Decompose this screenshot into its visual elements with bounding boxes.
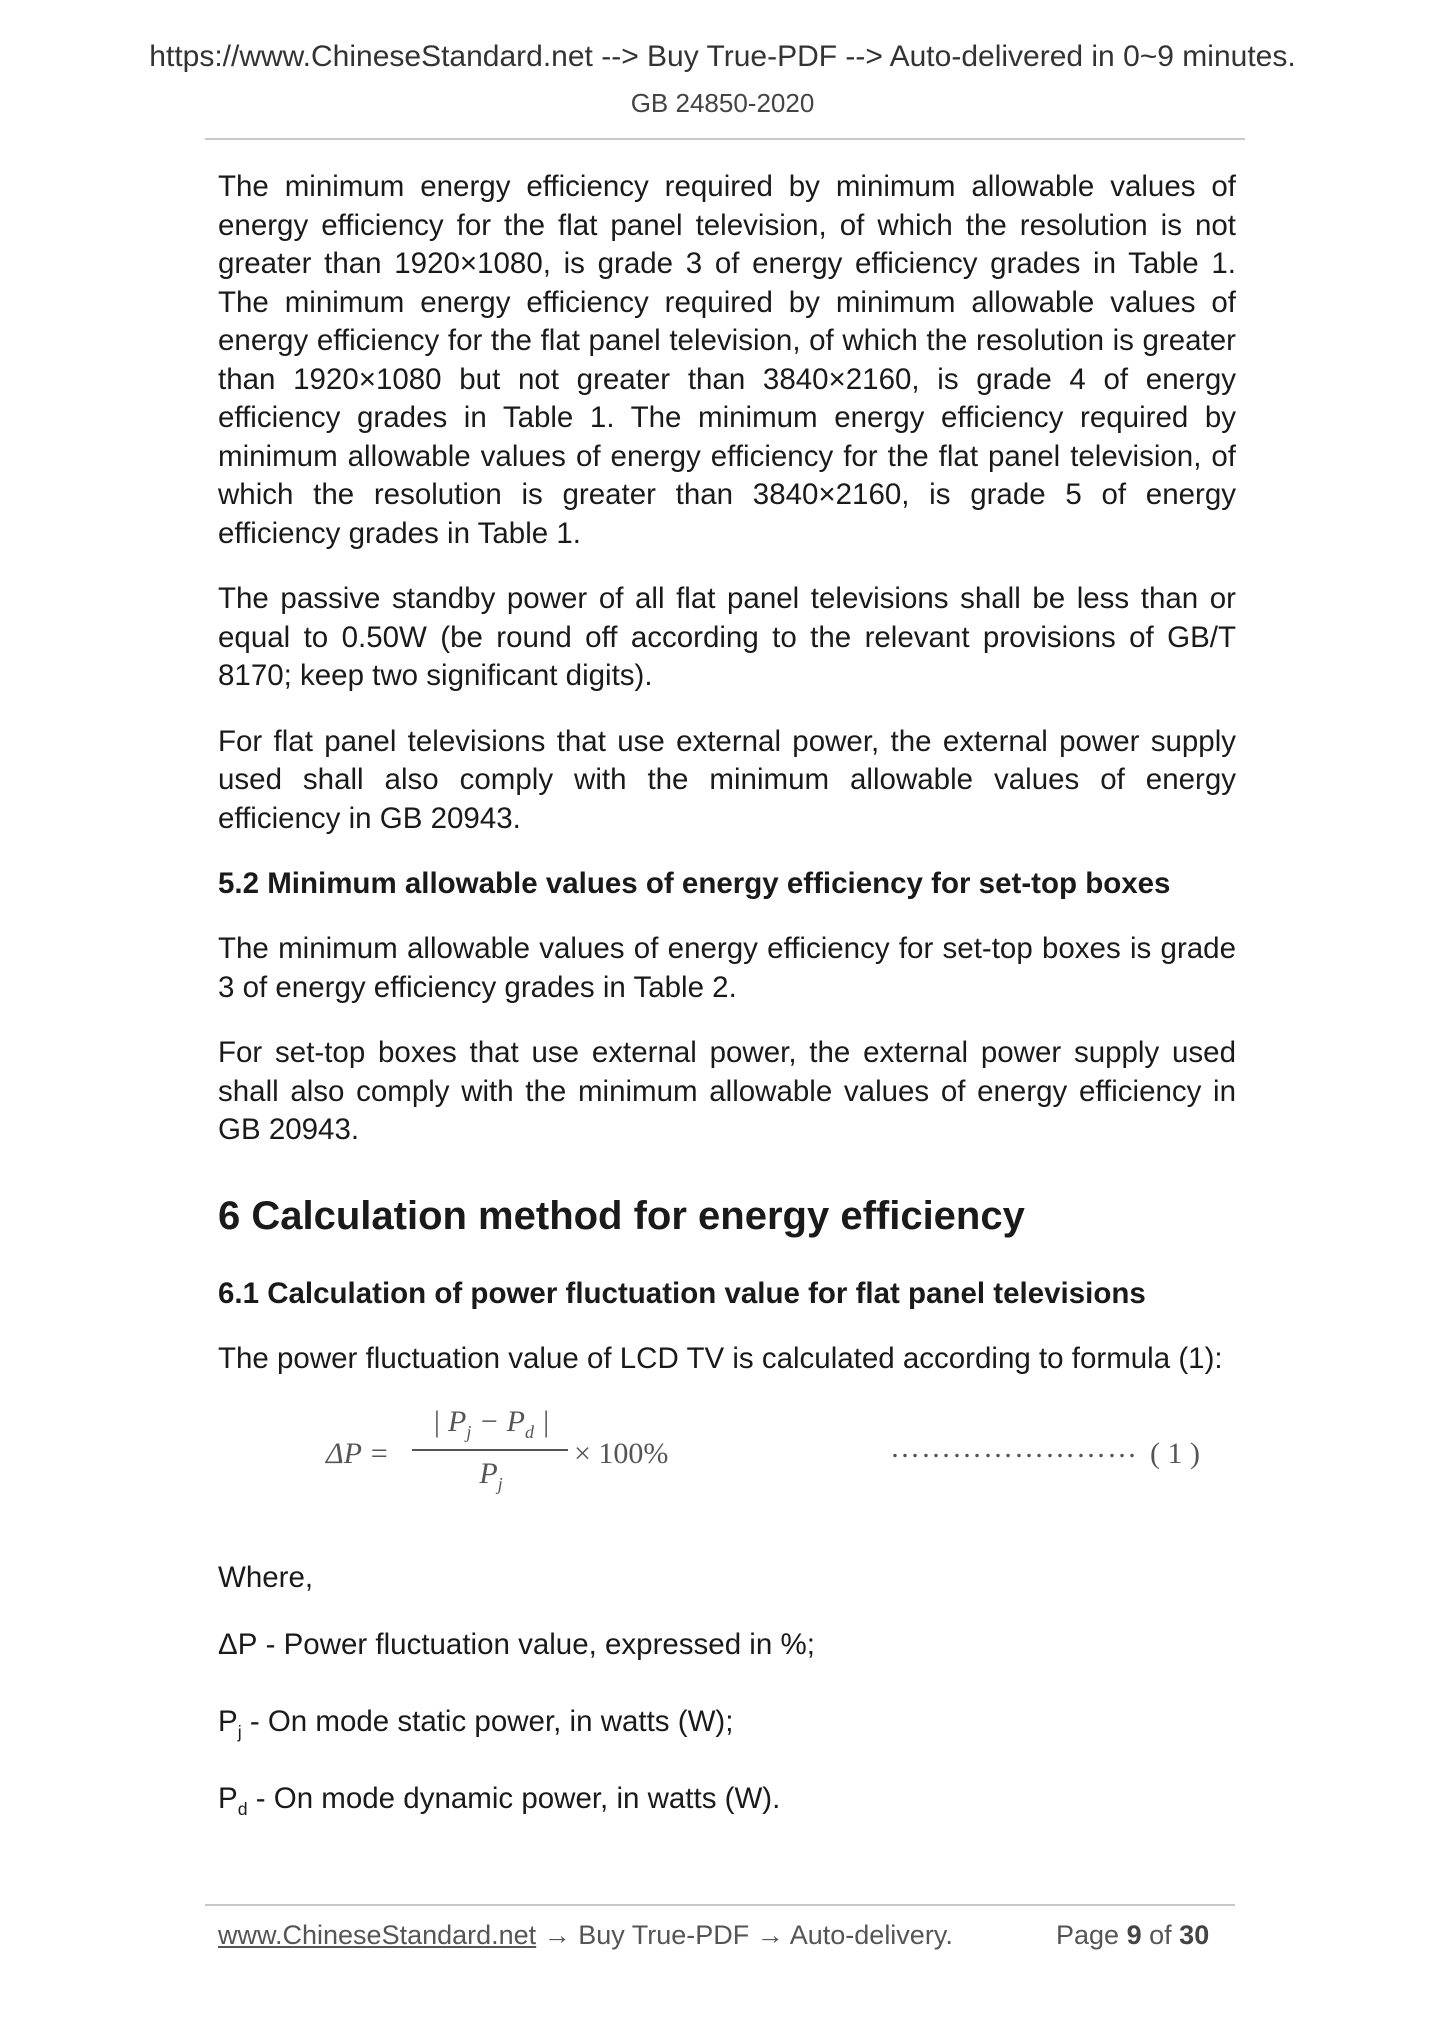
section-heading-5-2: 5.2 Minimum allowable values of energy efficiency for set-top boxes: [218, 867, 1171, 900]
where-label: Where,: [218, 1561, 314, 1594]
section-heading-6: 6 Calculation method for energy efficiency: [218, 1193, 1025, 1238]
paragraph-external-power-tv: For flat panel televisions that use external power, the external power supply used shall also comply with the minimum allowable values of energy efficiency in GB 20943.: [218, 724, 1236, 835]
header-url-line: https://www.ChineseStandard.net --> Buy True-PDF --> Auto-delivered in 0~9 minutes.: [149, 40, 1296, 73]
total-page-count: 30: [1179, 1920, 1210, 1950]
formula-number: ( 1 ): [1150, 1437, 1200, 1470]
definition-pj: $P_j$ - On mode static power, in watts (W);: [218, 1704, 734, 1742]
formula-numerator: | $P_j - P_d$ |: [432, 1405, 550, 1442]
paragraph-passive-standby: The passive standby power of all flat panel televisions shall be less than or equal to 0.50W (be round off according to the relevant provisions of GB/T 8170; keep two significant digits).: [218, 582, 1236, 692]
formula-fraction-bar: [412, 1449, 568, 1451]
section-heading-6-1: 6.1 Calculation of power fluctuation value for flat panel televisions: [218, 1276, 1146, 1310]
paragraph-set-top-min-values: The minimum allowable values of energy efficiency for set-top boxes is grade 3 of energy efficiency grades in Table 2.: [218, 932, 1236, 1004]
footer-divider: [205, 1904, 1235, 1906]
current-page-number: 9: [1126, 1920, 1142, 1950]
formula-multiplier: × 100%: [574, 1437, 669, 1470]
definition-pd: $P_d$ - On mode dynamic power, in watts (W).: [218, 1781, 781, 1819]
footer-site-link[interactable]: www.ChineseStandard.net: [218, 1920, 537, 1950]
formula-1: [218, 1405, 1236, 1533]
formula-leader-dots: ……………………: [890, 1431, 1138, 1464]
page-content: [218, 168, 1236, 1857]
footer-page-indicator: Page 9 of 30: [1056, 1920, 1210, 1950]
paragraph-formula-intro: The power fluctuation value of LCD TV is calculated according to formula (1):: [218, 1341, 1223, 1375]
header-standard-number: GB 24850-2020: [630, 88, 815, 118]
paragraph-min-efficiency-tv: The minimum energy efficiency required by minimum allowable values of energy efficiency for the flat panel television, of which the resolution is not greater than 1920×1080, is grade 3 of energy efficiency grades in Table 1. The minimum energy efficiency required by minimum allowable values of energy efficiency for the flat panel television, of which the resolution is greater than 1920×1080 but not greater than 3840×2160, is grade 4 of energy efficiency grades in Table 1. The minimum energy efficiency required by minimum allowable values of energy efficiency for the flat panel television, of which the resolution is greater than 3840×2160, is grade 5 of energy efficiency grades in Table 1.: [218, 170, 1236, 550]
formula-lhs: ΔP =: [326, 1437, 390, 1470]
paragraph-external-power-stb: For set-top boxes that use external power, the external power supply used shall also comply with the minimum allowable values of energy efficiency in GB 20943.: [218, 1036, 1236, 1146]
footer-tagline: www.ChineseStandard.net → Buy True-PDF → Auto-delivery.: [218, 1920, 953, 1950]
formula-denominator: $P_j$: [479, 1457, 503, 1494]
definition-delta-p: ΔP - Power fluctuation value, expressed in %;: [218, 1628, 815, 1661]
header-divider: [205, 138, 1245, 140]
